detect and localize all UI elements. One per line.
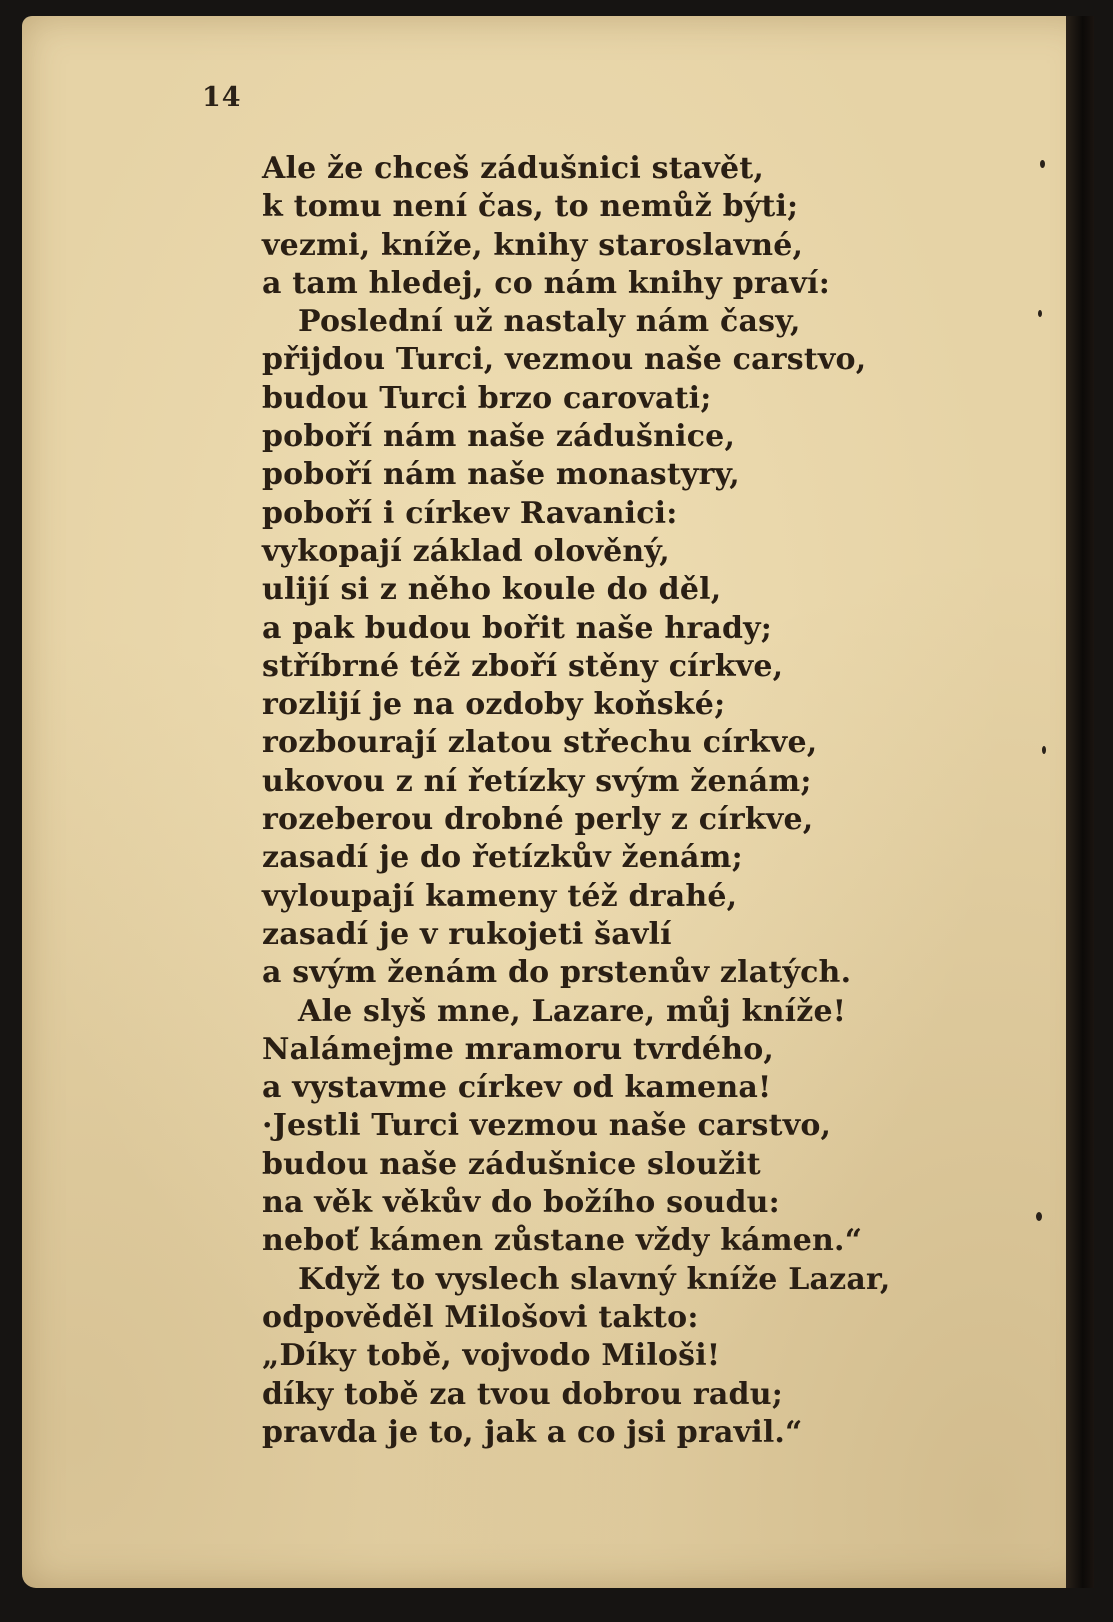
ink-speck <box>1036 1212 1042 1221</box>
poem-line: „Díky tobě, vojvodo Miloši! <box>262 1338 721 1374</box>
book-page <box>22 16 1094 1588</box>
poem-line: vyloupají kameny též drahé, <box>262 878 738 914</box>
poem-line: ukovou z ní řetízky svým ženám; <box>262 763 812 799</box>
poem-line: Když to vyslech slavný kníže Lazar, <box>298 1261 891 1297</box>
ink-speck <box>1040 160 1045 168</box>
poem-line: zasadí je v rukojeti šavlí <box>262 916 672 952</box>
poem-line: rozbourají zlatou střechu církve, <box>262 725 818 761</box>
poem-line: a tam hledej, co nám knihy praví: <box>262 265 831 301</box>
poem-line: ulijí si z něho koule do děl, <box>262 572 722 608</box>
poem-line: rozlijí je na ozdoby koňské; <box>262 687 726 723</box>
page-number: 14 <box>202 82 242 113</box>
poem-line: poboří nám naše monastyry, <box>262 457 740 493</box>
poem-line: vykopají základ olověný, <box>262 533 670 569</box>
poem-line: poboří i církev Ravanici: <box>262 495 678 531</box>
ink-speck <box>1038 310 1042 317</box>
poem-line: a vystavme církev od kamena! <box>262 1070 772 1106</box>
ink-speck <box>1042 746 1046 754</box>
poem-line: vezmi, kníže, knihy staroslavné, <box>262 227 804 263</box>
poem-line: díky tobě za tvou dobrou radu; <box>262 1376 784 1412</box>
poem-line: a svým ženám do prstenův zlatých. <box>262 955 852 991</box>
poem-line: neboť kámen zůstane vždy kámen.“ <box>262 1223 863 1259</box>
poem-line: stříbrné též zboří stěny církve, <box>262 648 784 684</box>
poem-line: Poslední už nastaly nám časy, <box>298 304 801 340</box>
poem-line: Ale že chceš zádušnici stavět, <box>262 151 765 186</box>
poem-line: Ale slyš mne, Lazare, můj kníže! <box>298 993 847 1029</box>
poem-line: přijdou Turci, vezmou naše carstvo, <box>262 342 867 378</box>
poem-line: ·Jestli Turci vezmou naše carstvo, <box>262 1108 832 1144</box>
poem-line: zasadí je do řetízkův ženám; <box>262 840 743 876</box>
poem-line: budou naše zádušnice sloužit <box>262 1146 761 1182</box>
poem-line: Nalámejme mramoru tvrdého, <box>262 1031 775 1067</box>
poem-line: pravda je to, jak a co jsi pravil.“ <box>262 1414 803 1450</box>
poem-line: poboří nám naše zádušnice, <box>262 419 736 455</box>
poem-text <box>262 150 891 1452</box>
poem-line: na věk věkův do božího soudu: <box>262 1185 780 1221</box>
poem-line: rozeberou drobné perly z církve, <box>262 802 814 838</box>
poem-line: a pak budou bořit naše hrady; <box>262 610 773 646</box>
poem-line: budou Turci brzo carovati; <box>262 380 712 416</box>
poem-line: odpověděl Milošovi takto: <box>262 1299 699 1335</box>
book-gutter <box>1066 16 1094 1588</box>
poem-line: k tomu není čas, to nemůž býti; <box>262 189 799 225</box>
